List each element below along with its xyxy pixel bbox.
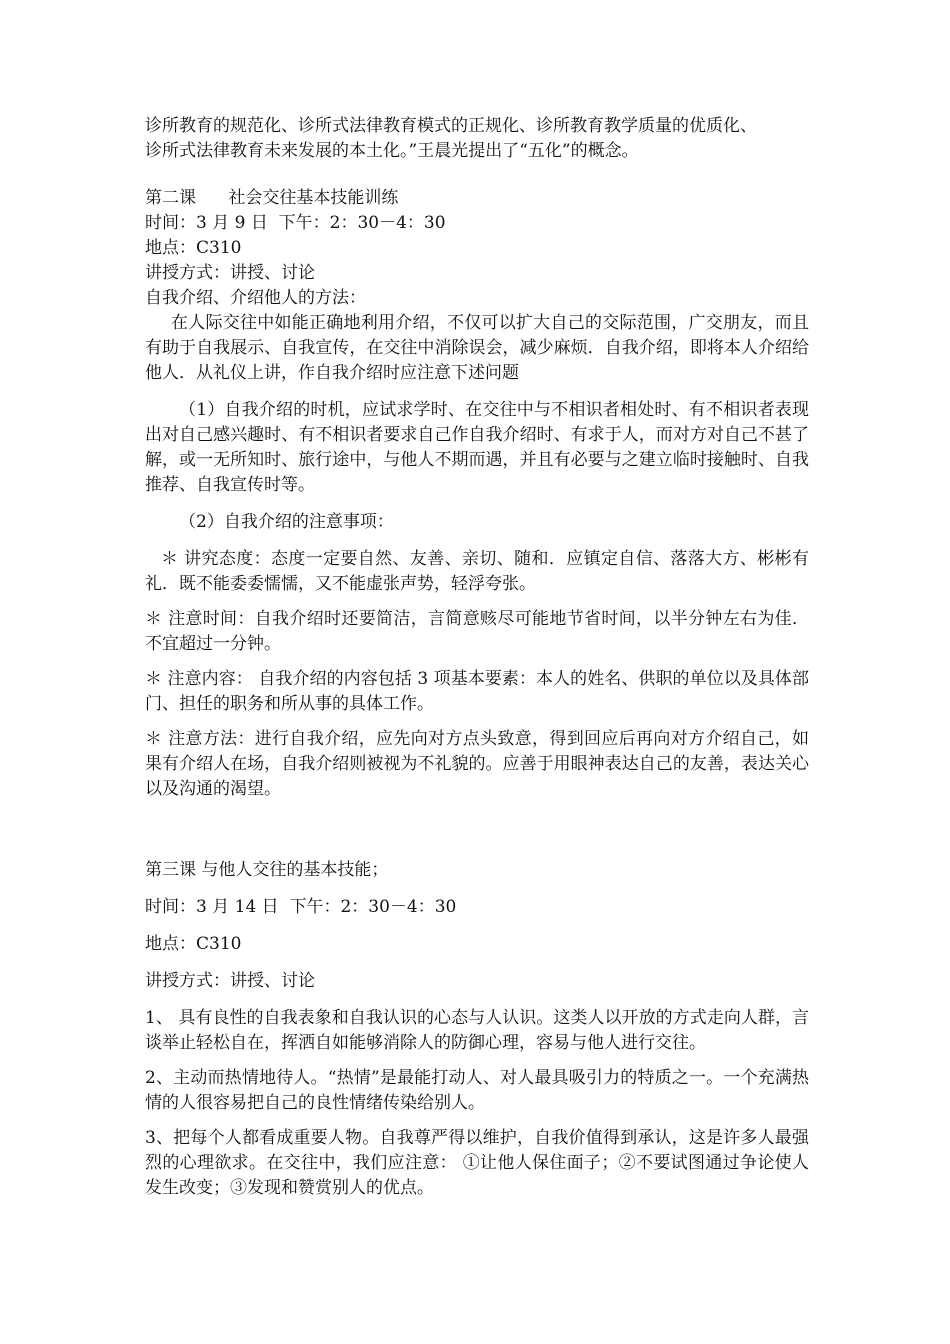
lesson2-place: 地点：C310 [145, 238, 242, 258]
lesson2-note-attitude: ＊ 讲究态度：态度一定要自然、友善、亲切、随和．应镇定自信、落落大方、彬彬有礼．既不能委委懦懦，又不能虚张声势，轻浮夸张。 [145, 549, 809, 594]
lesson3-point-3: 3、把每个人都看成重要人物。自我尊严得以维护，自我价值得到承认，这是许多人最强烈的心理欲求。在交往中，我们应注意： ①让他人保住面子；②不要试图通过争论使人发生改变；③发现和赞赏别人的优点。 [145, 1128, 809, 1198]
lesson3-place: 地点：C310 [145, 934, 242, 954]
lesson2-method: 讲授方式：讲授、讨论 [145, 263, 315, 283]
lesson2-heading: 自我介绍、介绍他人的方法： [145, 288, 366, 308]
lesson2-note-method: ＊ 注意方法：进行自我介绍，应先向对方点头致意，得到回应后再向对方介绍自己，如果有介绍人在场，自我介绍则被视为不礼貌的。应善于用眼神表达自己的友善，表达关心以及沟通的渴望。 [145, 729, 809, 799]
lesson2-note-content: ＊ 注意内容： 自我介绍的内容包括 3 项基本要素：本人的姓名、供职的单位以及具体部门、担任的职务和所从事的具体工作。 [145, 669, 809, 714]
intro-line-2: 诊所式法律教育未来发展的本土化。”王晨光提出了“五化”的概念。 [145, 141, 639, 161]
lesson3-time: 时间：3 月 14 日 下午：2：30－4：30 [145, 897, 457, 917]
lesson3-method: 讲授方式：讲授、讨论 [145, 971, 315, 991]
lesson3-point-2: 2、主动而热情地待人。“热情”是最能打动人、对人最具吸引力的特质之一。一个充满热情的人很容易把自己的良性情绪传染给别人。 [145, 1068, 809, 1113]
lesson2-paragraph: 在人际交往中如能正确地利用介绍，不仅可以扩大自己的交际范围，广交朋友，而且有助于自我展示、自我宣传，在交往中消除误会，减少麻烦．自我介绍，即将本人介绍给他人．从礼仪上讲，作自我介绍时应注意下述问题 [145, 313, 809, 383]
lesson2-time: 时间：3 月 9 日 下午：2：30－4：30 [145, 213, 446, 233]
lesson3-title: 第三课 与他人交往的基本技能； [145, 860, 389, 880]
lesson2-note-time: ＊ 注意时间：自我介绍时还要简洁，言简意赅尽可能地节省时间，以半分钟左右为佳．不宜超过一分钟。 [145, 609, 809, 654]
document-page [145, 114, 809, 1201]
lesson2-title: 第二课 社会交往基本技能训练 [145, 188, 399, 208]
lesson2-item-1: （1）自我介绍的时机，应试求学时、在交往中与不相识者相处时、有不相识者表现出对自己感兴趣时、有不相识者要求自己作自我介绍时、有求于人，而对方对自己不甚了解，或一无所知时、旅行途中，与他人不期而遇，并且有必要与之建立临时接触时、自我推荐、自我宣传时等。 [145, 400, 809, 495]
lesson2-item-2: （2）自我介绍的注意事项： [179, 512, 394, 532]
lesson3-point-1: 1、 具有良性的自我表象和自我认识的心态与人认识。这类人以开放的方式走向人群，言谈举止轻松自在，挥洒自如能够消除人的防御心理，容易与他人进行交往。 [145, 1008, 809, 1053]
intro-line-1: 诊所教育的规范化、诊所式法律教育模式的正规化、诊所教育教学质量的优质化、 [145, 116, 757, 136]
